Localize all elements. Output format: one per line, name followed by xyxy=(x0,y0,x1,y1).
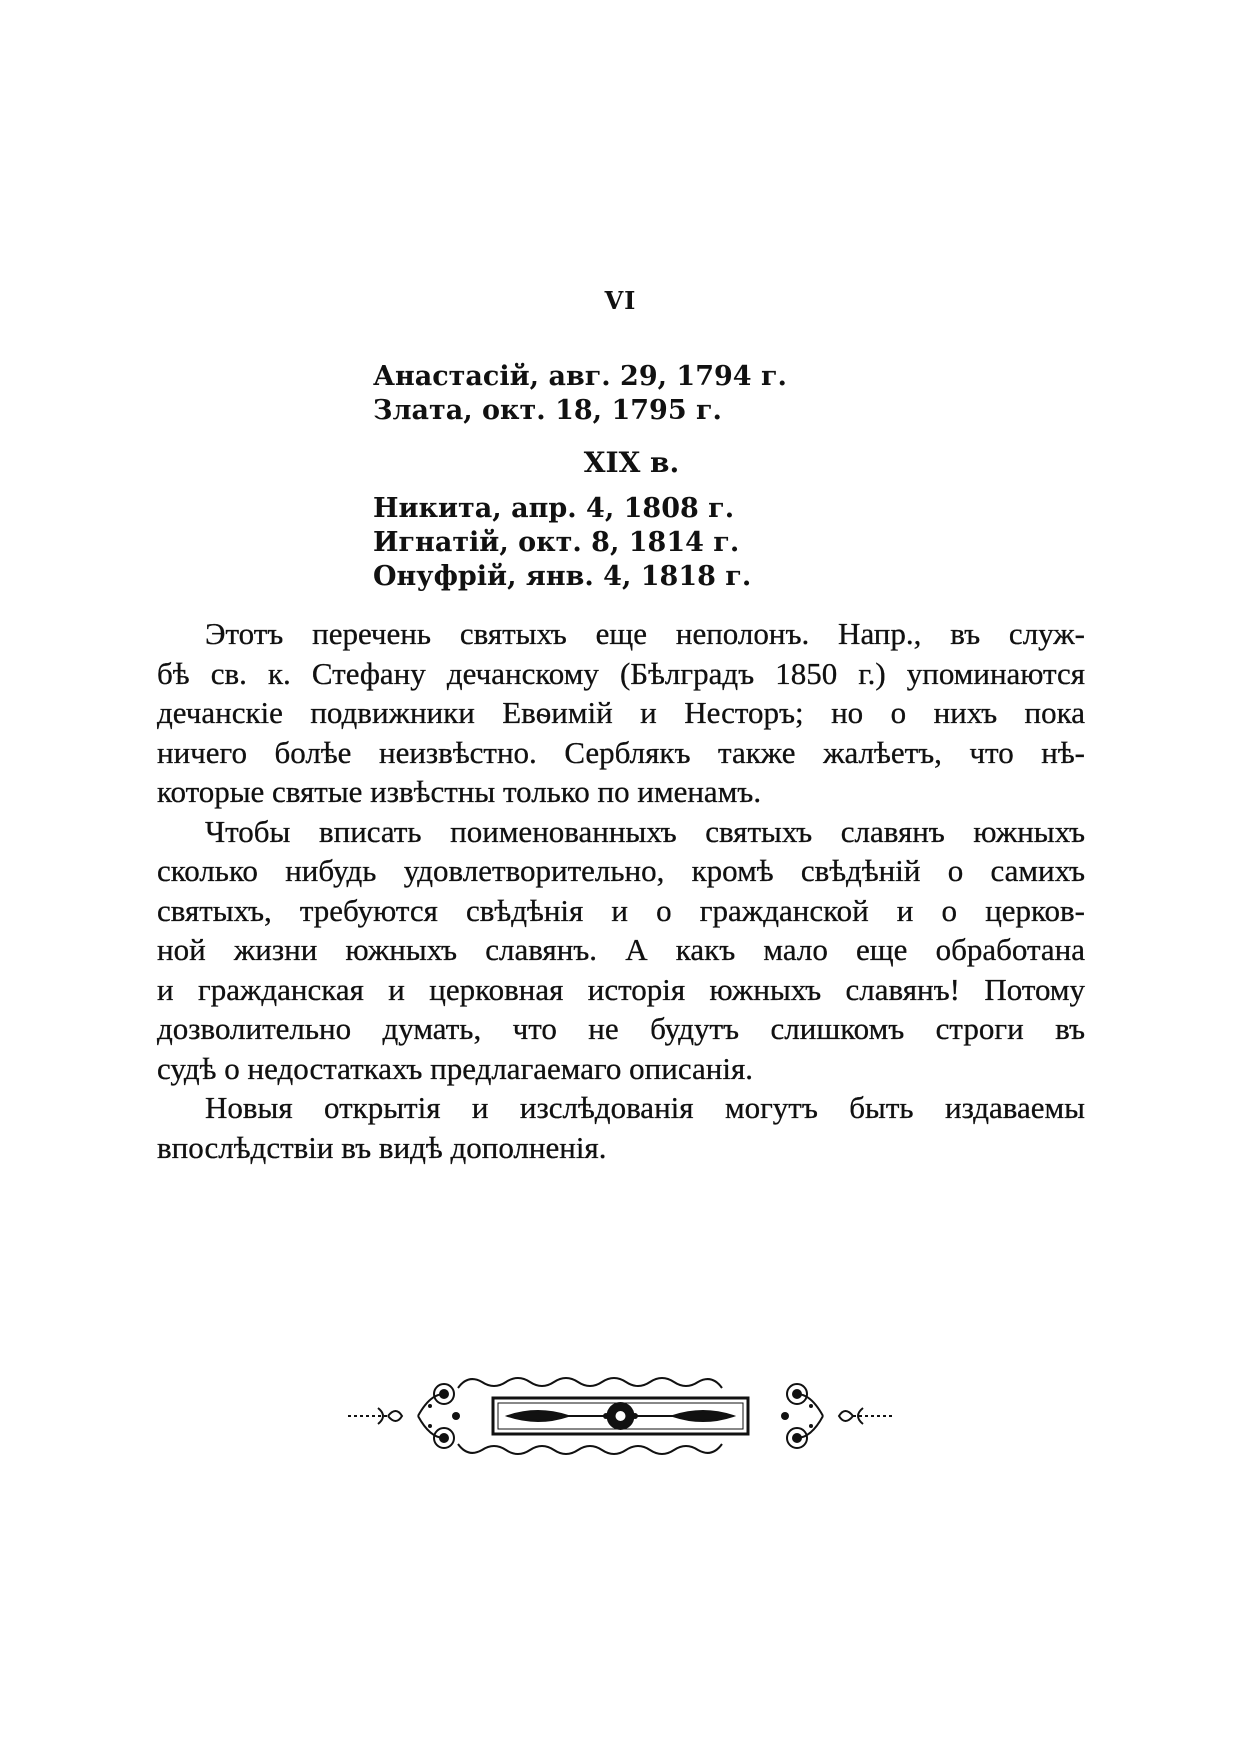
list-item: Онуфрій, янв. 4, 1818 г. xyxy=(373,561,752,592)
text-line: впослѣдствіи въ видѣ дополненія. xyxy=(157,1129,607,1165)
paragraph xyxy=(157,614,1085,812)
century-heading: XIX в. xyxy=(583,446,680,479)
decorative-tailpiece-ornament-icon xyxy=(348,1366,893,1466)
text-line: дозволительно думать, что не будутъ слишкомъ строги въ xyxy=(157,1011,1085,1046)
text-line: Этотъ перечень святыхъ еще неполонъ. Напр., въ служ- xyxy=(205,616,1085,651)
list-item: Злата, окт. 18, 1795 г. xyxy=(373,395,722,426)
text-line: судѣ о недостаткахъ предлагаемаго описанія. xyxy=(157,1050,753,1086)
saints-list-19th-century xyxy=(373,492,813,594)
text-line: сколько нибудь удовлетворительно, кромѣ свѣдѣній о самихъ xyxy=(157,853,1085,888)
text-line: которые святые извѣстны только по именамъ. xyxy=(157,774,762,809)
text-line: и гражданская и церковная исторія южныхъ славянъ! Потому xyxy=(157,971,1085,1007)
list-item: Игнатій, окт. 8, 1814 г. xyxy=(373,527,740,558)
text-line: святыхъ, требуются свѣдѣнія и о гражданской и о церков- xyxy=(157,892,1085,928)
paragraph xyxy=(157,812,1085,1089)
paragraph xyxy=(157,1088,1085,1167)
page-number: VI xyxy=(604,286,637,315)
list-item: Анастасій, авг. 29, 1794 г. xyxy=(373,361,787,392)
text-line: дечанскіе подвижники Евѳимій и Несторъ; но о нихъ пока xyxy=(157,695,1085,730)
text-line: бѣ св. к. Стефану дечанскому (Бѣлградъ 1850 г.) упоминаются xyxy=(157,655,1085,691)
text-line: Новыя открытія и изслѣдованія могутъ быть издаваемы xyxy=(205,1090,1085,1125)
text-line: ничего болѣе неизвѣстно. Серблякъ также жалѣетъ, что нѣ- xyxy=(157,734,1085,770)
text-line: Чтобы вписать поименованныхъ святыхъ славянъ южныхъ xyxy=(205,813,1085,849)
body-text xyxy=(157,614,1085,1167)
saints-list-18th-century xyxy=(373,360,813,428)
text-line: ной жизни южныхъ славянъ. А какъ мало еще обработана xyxy=(157,932,1085,967)
list-item: Никита, апр. 4, 1808 г. xyxy=(373,493,735,524)
